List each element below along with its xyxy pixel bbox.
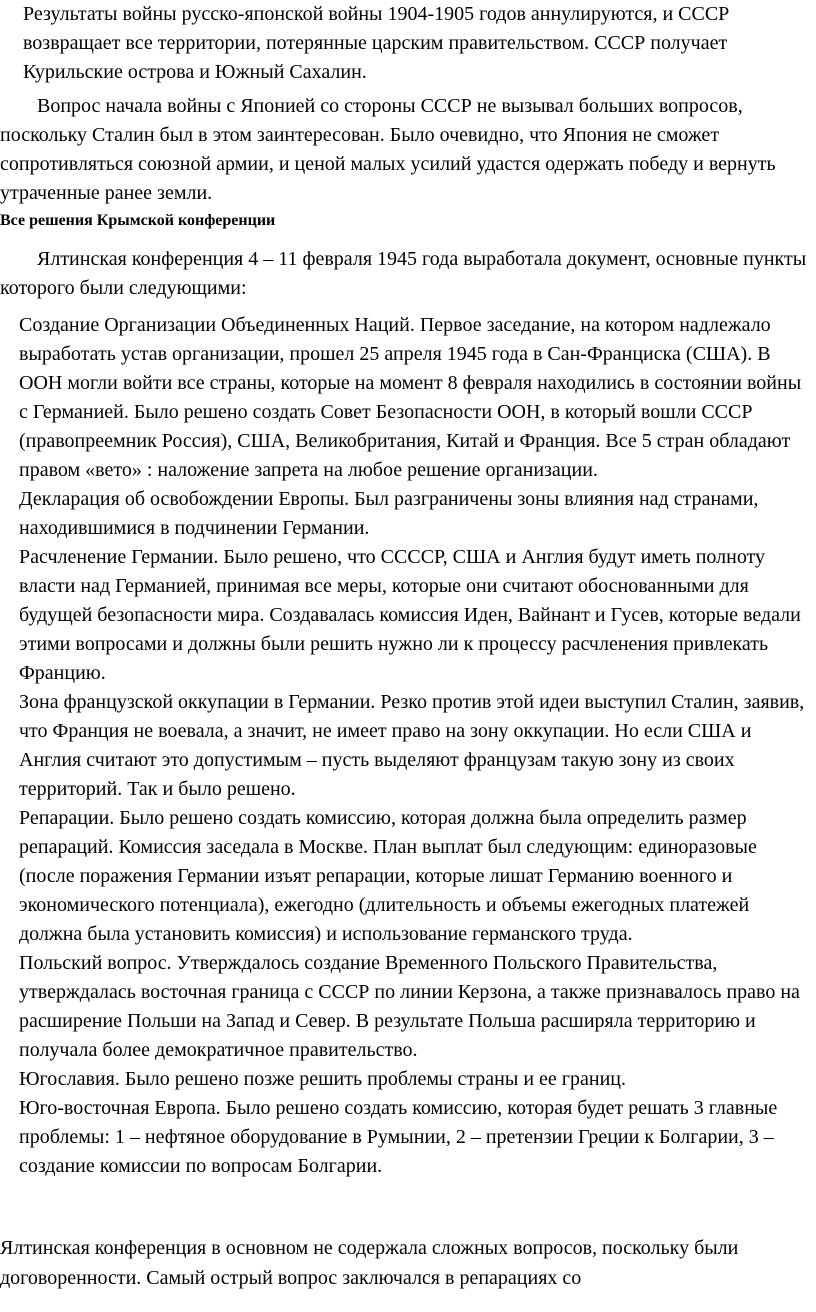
list-item-text: Польский вопрос. Утверждалось создание Временного Польского Правительства, утверждалась восточная граница с СССР по линии Керзона, а также признавалось право на расширение Польши на Запад и Север. В результате Польша расширяла территорию и получала более демократичное правительство. (19, 952, 800, 1061)
list-item-text: Декларация об освобождении Европы. Был разграничены зоны влияния над странами, находившимися в подчинении Германии. (19, 488, 759, 539)
yalta-intro-paragraph: Ялтинская конференция 4 – 11 февраля 1945 года выработала документ, основные пункты которого были следующими: (0, 248, 807, 299)
list-item-text: Создание Организации Объединенных Наций. Первое заседание, на котором надлежало выработать устав организации, прошел 25 апреля 1945 года в Сан-Франциска (США). В ООН могли войти все страны, которые на момент 8 февраля находились в состоянии войны с Германией. Было решено создать Совет Безопасности ООН, в который вошли СССР (правопреемник Россия), США, Великобритания, Китай и Франция. Все 5 стран обладают правом «вето» : наложение запрета на любое решение организации. (19, 314, 802, 481)
list-item-text: Юго-восточная Европа. Было решено создать комиссию, которая будет решать 3 главные проблемы: 1 – нефтяное оборудование в Румынии, 2 – претензии Греции к Болгарии, 3 – создание комиссии по вопросам Болгарии. (19, 1097, 778, 1177)
list-item-text: Зона французской оккупации в Германии. Резко против этой идеи выступил Сталин, заявив, что Франция не воевала, а значит, не имеет право на зону оккупации. Но если США и Англия считают это допустимым – пусть выделяют французам такую зону из своих территорий. Так и было решено. (19, 691, 805, 800)
list-item-text: Репарации. Было решено создать комиссию, которая должна была определить размер репараций. Комиссия заседала в Москве. План выплат был следующим: единоразовые (после поражения Германии изъят репарации, которые лишат Германию военного и экономического потенциала), ежегодно (длительность и объемы ежегодных платежей должна была установить комиссия) и использование германского труда. (19, 807, 757, 945)
list-item-polish-question (19, 949, 809, 1065)
list-item-europe-declaration (19, 485, 809, 543)
section-heading: Все решения Крымской конференции (0, 212, 276, 229)
decisions-list (19, 311, 809, 1181)
list-item-french-zone (19, 688, 809, 804)
final-paragraph: Ялтинская конференция в основном не содержала сложных вопросов, поскольку были договоренности. Самый острый вопрос заключался в репарациях со (0, 1237, 739, 1289)
list-item-un (19, 311, 809, 485)
list-item-text: Расчленение Германии. Было решено, что СССCР, США и Англия будут иметь полноту власти над Германией, принимая все меры, которые они считают обоснованными для будущей безопасности мира. Создавалась комиссия Иден, Вайнант и Гусев, которые ведали этими вопросами и должны были решить нужно ли к процессу расчленения привлекать Францию. (19, 546, 801, 684)
list-item-reparations (19, 804, 809, 949)
war-question-paragraph: Вопрос начала войны с Японией со стороны СССР не вызывал больших вопросов, поскольку Сталин был в этом заинтересован. Было очевидно, что Япония не сможет сопротивляться союзной армии, и ценой малых усилий удастся одержать победу и вернуть утраченные ранее земли. (0, 95, 776, 204)
list-item-text: Югославия. Было решено позже решить проблемы страны и ее границ. (19, 1068, 626, 1090)
list-item-southeast-europe (19, 1094, 809, 1181)
intro-paragraph: Результаты войны русско-японской войны 1904-1905 годов аннулируются, и СССР возвращает все территории, потерянные царским правительством. СССР получает Курильские острова и Южный Сахалин. (23, 3, 730, 83)
list-item-yugoslavia (19, 1065, 809, 1094)
list-item-germany-division (19, 543, 809, 688)
